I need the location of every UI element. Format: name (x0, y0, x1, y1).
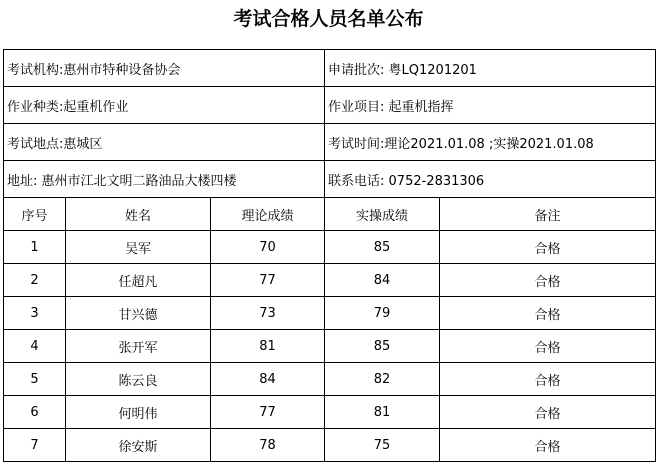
cell-name: 徐安斯 (66, 429, 211, 462)
column-header-name: 姓名 (66, 198, 211, 231)
cell-name: 任超凡 (66, 264, 211, 297)
table-row (4, 363, 656, 396)
results-table (3, 49, 656, 462)
exam-location: 考试地点:惠城区 (4, 124, 325, 161)
application-batch: 申请批次: 粤LQ1201201 (325, 50, 656, 87)
cell-no: 3 (4, 297, 66, 330)
cell-no: 4 (4, 330, 66, 363)
cell-theory: 84 (211, 363, 325, 396)
table-header-row (4, 198, 656, 231)
table-row (4, 264, 656, 297)
contact-phone: 联系电话: 0752-2831306 (325, 161, 656, 198)
cell-practice: 85 (325, 231, 440, 264)
work-item: 作业项目: 起重机指挥 (325, 87, 656, 124)
cell-name: 张开军 (66, 330, 211, 363)
column-header-no: 序号 (4, 198, 66, 231)
work-type: 作业种类:起重机作业 (4, 87, 325, 124)
table-row (4, 297, 656, 330)
exam-time: 考试时间:理论2021.01.08 ;实操2021.01.08 (325, 124, 656, 161)
info-row-1 (4, 50, 656, 87)
cell-name: 吴军 (66, 231, 211, 264)
cell-note: 合格 (440, 396, 656, 429)
cell-note: 合格 (440, 429, 656, 462)
cell-no: 2 (4, 264, 66, 297)
cell-name: 陈云良 (66, 363, 211, 396)
cell-note: 合格 (440, 297, 656, 330)
cell-note: 合格 (440, 363, 656, 396)
cell-theory: 78 (211, 429, 325, 462)
info-row-2 (4, 87, 656, 124)
cell-name: 何明伟 (66, 396, 211, 429)
table-row (4, 330, 656, 363)
cell-no: 6 (4, 396, 66, 429)
cell-theory: 73 (211, 297, 325, 330)
cell-no: 7 (4, 429, 66, 462)
info-row-3 (4, 124, 656, 161)
column-header-note: 备注 (440, 198, 656, 231)
cell-practice: 81 (325, 396, 440, 429)
cell-no: 5 (4, 363, 66, 396)
cell-theory: 81 (211, 330, 325, 363)
cell-theory: 77 (211, 396, 325, 429)
cell-theory: 77 (211, 264, 325, 297)
cell-practice: 82 (325, 363, 440, 396)
cell-theory: 70 (211, 231, 325, 264)
cell-note: 合格 (440, 330, 656, 363)
page-title: 考试合格人员名单公布 (233, 8, 424, 30)
cell-practice: 79 (325, 297, 440, 330)
table-row (4, 231, 656, 264)
table-row (4, 429, 656, 462)
cell-name: 甘兴德 (66, 297, 211, 330)
address: 地址: 惠州市江北文明二路油品大楼四楼 (4, 161, 325, 198)
cell-practice: 85 (325, 330, 440, 363)
cell-no: 1 (4, 231, 66, 264)
exam-institution: 考试机构:惠州市特种设备协会 (4, 50, 325, 87)
column-header-practice: 实操成绩 (325, 198, 440, 231)
info-row-4 (4, 161, 656, 198)
table-row (4, 396, 656, 429)
cell-practice: 84 (325, 264, 440, 297)
cell-practice: 75 (325, 429, 440, 462)
cell-note: 合格 (440, 231, 656, 264)
column-header-theory: 理论成绩 (211, 198, 325, 231)
cell-note: 合格 (440, 264, 656, 297)
